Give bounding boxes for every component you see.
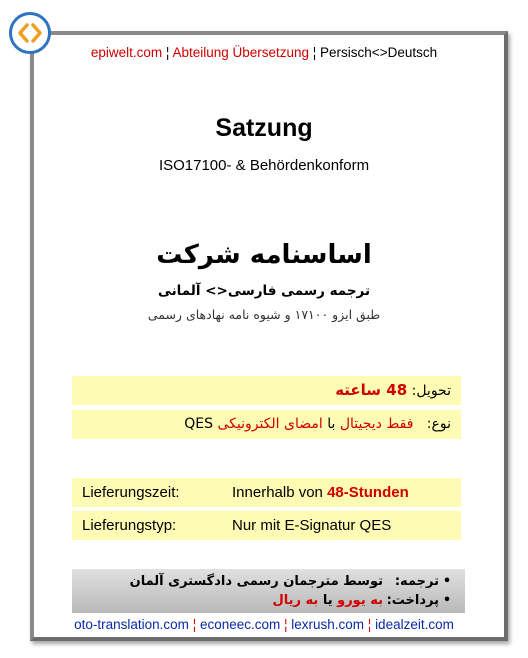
logo [9,12,51,54]
bullet: • [442,593,452,608]
de-type-value: Nur mit E-Signatur QES [232,517,392,534]
payment-rial: به ریال [272,593,319,608]
separator: ¦ [162,45,173,60]
footer-link[interactable]: lexrush.com [291,617,365,632]
footer-link[interactable]: econeec.com [199,617,281,632]
persian-type-label: نوع: [426,416,451,432]
info-key: ترجمه: [394,574,439,589]
persian-subtitle: ترجمه رسمی فارسی<> آلمانی [157,283,371,299]
languages-text: Persisch<>Deutsch [320,45,438,60]
de-delivery-box [72,478,461,507]
info-value: توسط مترجمان رسمی دادگستری آلمان [129,574,383,589]
de-delivery-label: Lieferungszeit: [82,484,180,501]
header-line [0,45,528,60]
bullet: • [442,574,452,589]
de-delivery-value: 48-Stunden [327,484,409,501]
de-delivery-prefix: Innerhalb von [232,484,328,501]
persian-delivery-label: تحویل: [411,383,451,399]
persian-note: طبق ایزو ۱۷۱۰۰ و شیوه نامه نهادهای رسمی [147,307,381,322]
payment-or: یا [322,593,333,608]
info-row-payment [72,591,455,610]
footer-links [0,617,528,632]
de-type-label: Lieferungstyp: [82,517,177,534]
footer-link[interactable]: oto-translation.com [74,617,189,632]
separator: ¦ [364,617,376,632]
page-title: Satzung [215,114,313,142]
separator: ¦ [309,45,321,60]
persian-type-qes: QES [184,416,213,432]
separator: ¦ [188,617,200,632]
persian-delivery-value: 48 ساعته [335,381,408,399]
de-type-box [72,511,461,540]
persian-type-esign: امضای الکترونیکی [217,416,323,432]
footer-link[interactable]: idealzeit.com [375,617,454,632]
persian-title: اساسنامه شرکت [156,240,372,270]
separator: ¦ [280,617,292,632]
department-text: Abteilung Übersetzung [172,45,310,60]
persian-delivery-box [72,376,461,405]
persian-type-box [72,410,461,439]
persian-type-with: با [327,416,336,432]
persian-type-digital: فقط دیجیتال [339,416,414,432]
info-box [72,569,465,613]
payment-euro: به یورو [337,593,383,608]
page-subtitle: ISO17100- & Behördenkonform [158,157,370,174]
code-brackets-icon [18,22,42,44]
info-key: پرداخت: [386,593,439,608]
info-row-translation [72,572,455,591]
site-link[interactable]: epiwelt.com [90,45,163,60]
